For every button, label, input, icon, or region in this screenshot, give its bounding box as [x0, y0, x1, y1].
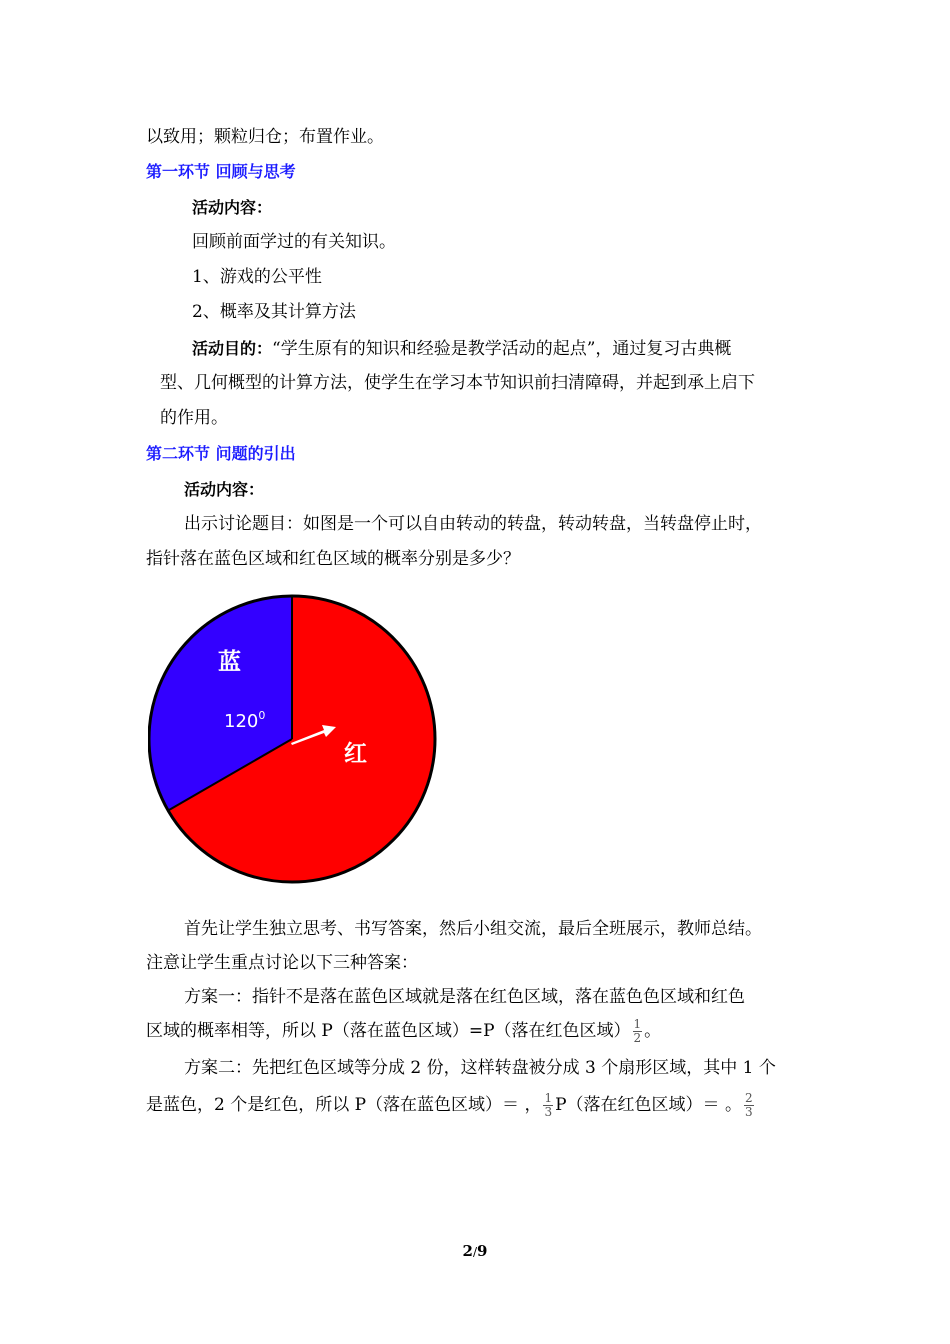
list-item: 2、概率及其计算方法	[192, 302, 356, 322]
formula-text: 区域的概率相等，所以 P（落在蓝色区域）=P（落在红色区域）	[146, 1021, 631, 1041]
activity-content-label: 活动内容：	[192, 198, 273, 217]
text-line: 注意让学生重点讨论以下三种答案：	[146, 953, 418, 973]
section-heading-2: 第二环节 问题的引出	[146, 444, 296, 463]
text-line: 出示讨论题目：如图是一个可以自由转动的转盘，转动转盘，当转盘停止时，	[184, 514, 762, 534]
text-line: 的作用。	[160, 408, 228, 428]
purpose-label: 活动目的：	[192, 339, 273, 358]
fraction-half: $\frac{1}{2}$	[633, 1017, 642, 1045]
scheme-one-formula	[146, 1016, 661, 1046]
page-number: 2	[462, 1242, 473, 1260]
text-line: 指针落在蓝色区域和红色区域的概率分别是多少？	[146, 549, 520, 569]
purpose-paragraph	[192, 338, 731, 360]
activity-content-label: 活动内容：	[184, 480, 265, 499]
fraction-one-third: $\frac{1}{3}$	[544, 1091, 553, 1119]
text-line: 首先让学生独立思考、书写答案，然后小组交流，最后全班展示，教师总结。	[184, 919, 762, 939]
list-item: 1、游戏的公平性	[192, 267, 322, 287]
section-heading-1: 第一环节 回顾与思考	[146, 162, 296, 181]
blue-label: 蓝	[218, 649, 241, 675]
text-line: 以致用；颗粒归仓；布置作业。	[146, 127, 384, 147]
page-footer	[0, 1242, 950, 1260]
formula-text: 是蓝色，2 个是红色，所以 P（落在蓝色区域）＝ ，	[146, 1095, 542, 1115]
formula-end: 。	[644, 1021, 662, 1041]
text-line: 型、几何概型的计算方法，使学生在学习本节知识前扫清障碍，并起到承上启下	[160, 373, 755, 393]
text-line: 方案二：先把红色区域等分成 2 份，这样转盘被分成 3 个扇形区域，其中 1 个	[184, 1058, 776, 1078]
formula-text: P（落在红色区域）＝ 。	[555, 1095, 742, 1115]
red-label: 红	[344, 741, 367, 767]
fraction-two-thirds: $\frac{2}{3}$	[744, 1091, 753, 1119]
spinner-figure	[148, 593, 442, 887]
page-separator: /	[472, 1245, 478, 1259]
text-line: 方案一：指针不是落在蓝色区域就是落在红色区域，落在蓝色色区域和红色	[184, 987, 745, 1007]
text-line: 回顾前面学过的有关知识。	[192, 232, 396, 252]
page-total: 9	[477, 1242, 488, 1260]
scheme-two-formula	[146, 1090, 756, 1120]
angle-label: $120^0$	[224, 709, 266, 732]
purpose-text: “学生原有的知识和经验是教学活动的起点”，通过复习古典概	[272, 339, 732, 359]
